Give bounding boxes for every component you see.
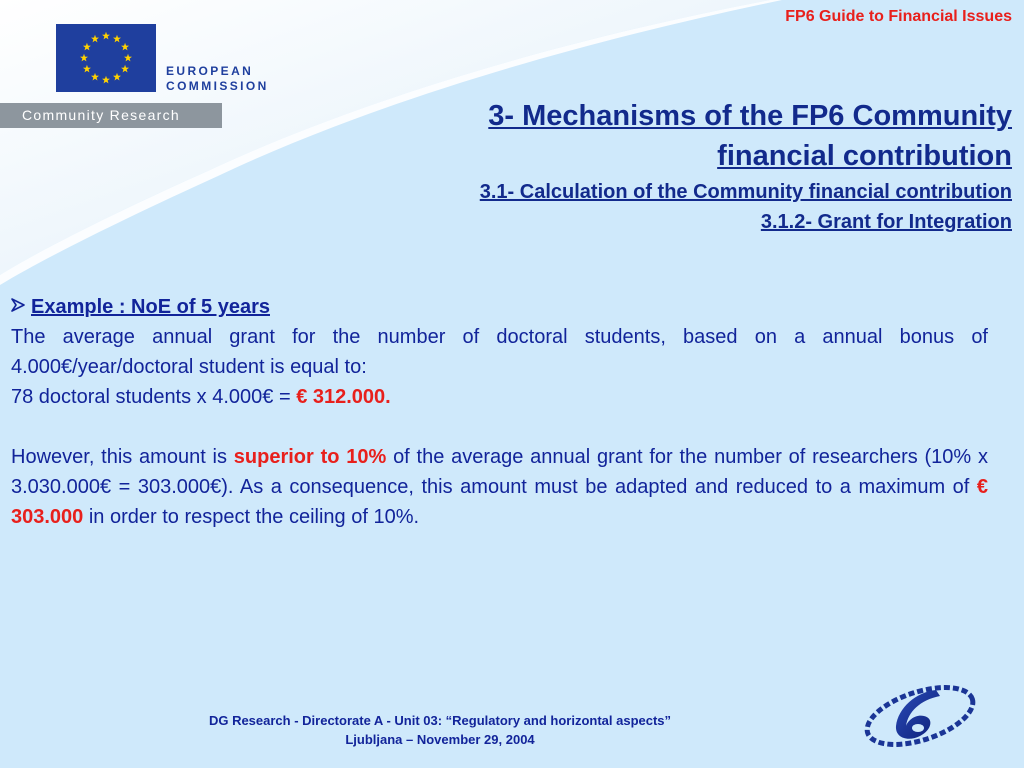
paragraph-2-highlight: superior to 10% — [233, 446, 387, 468]
slide-titles — [312, 96, 1012, 237]
paragraph-2-amount: € 303.000 — [11, 476, 988, 528]
european-commission-logo-text — [166, 64, 269, 94]
eu-star-icon — [83, 65, 91, 73]
header-tag: FP6 Guide to Financial Issues — [785, 8, 1012, 25]
eu-star-icon — [102, 32, 110, 40]
eu-star-icon — [121, 43, 129, 51]
subtitle: 3.1- Calculation of the Community financial contribution — [479, 181, 1012, 203]
calculation-line — [11, 382, 988, 412]
footer-line-1: DG Research - Directorate A - Unit 03: “Regulatory and horizontal aspects” — [208, 713, 672, 728]
main-title-line-2: financial contribution — [717, 140, 1012, 172]
paragraph-2-part-b: of the average annual grant for the number of researchers (10% x 3.030.000€ = 303.000€). As a consequence, this amount must be adapted and reduced to a maximum of — [11, 446, 988, 498]
paragraph-1: The average annual grant for the number of doctoral students, based on a annual bonus of 4.000€/year/doctoral student is equal to: — [11, 326, 988, 378]
paragraph-2-part-c: in order to respect the ceiling of 10%. — [83, 506, 420, 528]
eu-star-icon — [91, 35, 99, 43]
eu-star-icon — [80, 54, 88, 62]
eu-flag-icon — [56, 24, 156, 92]
eu-star-icon — [124, 54, 132, 62]
arrow-bullet-icon — [11, 292, 25, 322]
fp6-logo-icon — [862, 682, 980, 748]
main-title-line-1: 3- Mechanisms of the FP6 Community — [488, 100, 1012, 132]
example-heading — [11, 292, 988, 322]
community-research-bar: Community Research — [0, 103, 222, 128]
calculation-prefix: 78 doctoral students x 4.000€ = — [11, 386, 297, 408]
eu-star-icon — [102, 76, 110, 84]
paragraph-2-part-a: However, this amount is — [11, 446, 234, 468]
spacer — [11, 412, 988, 442]
eu-star-icon — [113, 73, 121, 81]
sub-subtitle: 3.1.2- Grant for Integration — [760, 211, 1012, 233]
footer — [150, 711, 730, 749]
eu-star-icon — [91, 73, 99, 81]
logo-line-2: COMMISSION — [166, 79, 269, 93]
eu-star-icon — [121, 65, 129, 73]
logo-line-1: EUROPEAN — [166, 64, 254, 78]
slide-body — [11, 292, 988, 532]
calculation-result: € 312.000. — [296, 386, 391, 408]
eu-star-icon — [83, 43, 91, 51]
footer-line-2: Ljubljana – November 29, 2004 — [345, 732, 535, 747]
example-label: Example : NoE of 5 years — [31, 296, 270, 318]
eu-star-icon — [113, 35, 121, 43]
paragraph-2 — [11, 442, 988, 532]
